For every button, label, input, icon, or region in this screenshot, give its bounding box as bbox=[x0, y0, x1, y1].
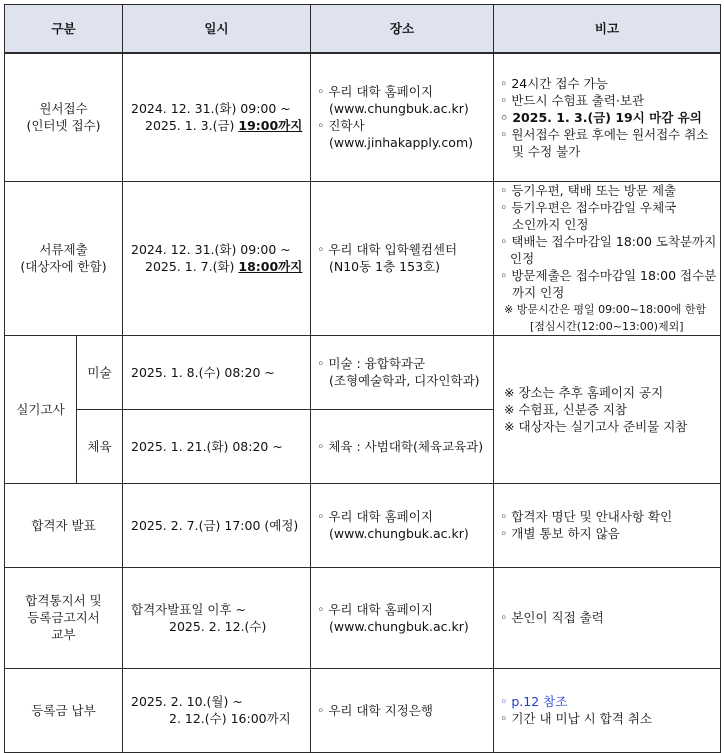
type-cell: 합격통지서 및 등록금고지서 교부 bbox=[5, 567, 123, 668]
note-item: ◦ 기간 내 미납 시 합격 취소 bbox=[500, 711, 652, 726]
note-cell bbox=[494, 567, 721, 668]
place-cell bbox=[311, 668, 494, 752]
place-cell bbox=[311, 483, 494, 567]
date-cell bbox=[123, 53, 311, 181]
type-label: 서류제출 bbox=[39, 242, 88, 257]
note-cell bbox=[494, 53, 721, 181]
place-cell bbox=[311, 335, 494, 409]
note-cell bbox=[494, 483, 721, 567]
exam-pe-label: 체육 bbox=[77, 409, 123, 483]
place-item: ◦ 미술 : 융합학과군 bbox=[317, 356, 426, 371]
header-type: 구분 bbox=[5, 5, 123, 54]
note-item: ◦ 개별 통보 하지 않음 bbox=[500, 526, 620, 541]
type-cell bbox=[5, 53, 123, 181]
note-reference-detail: [점심시간(12:00~13:00)제외] bbox=[530, 319, 684, 333]
place-item: ◦ 우리 대학 지정은행 bbox=[317, 702, 433, 718]
place-url: (www.jinhakapply.com) bbox=[329, 135, 474, 151]
note-item: ◦ 등기우편, 택배 또는 방문 제출 bbox=[500, 182, 677, 198]
date-start: 2025. 2. 10.(월) ~ bbox=[131, 694, 243, 709]
place-url: (www.chungbuk.ac.kr) bbox=[329, 101, 469, 117]
table-row-exam-art bbox=[5, 335, 721, 409]
place-cell bbox=[311, 409, 494, 483]
table-row-payment bbox=[5, 668, 721, 752]
date-cell: 2025. 1. 8.(수) 08:20 ~ bbox=[123, 335, 311, 409]
place-item: ◦ 체육 : 사범대학(체육교육과) bbox=[317, 438, 484, 454]
date-cell: 2025. 2. 7.(금) 17:00 (예정) bbox=[123, 483, 311, 567]
place-item: ◦ 우리 대학 홈페이지 bbox=[317, 84, 433, 100]
note-item: ◦ 방문제출은 접수마감일 18:00 접수분 bbox=[500, 267, 717, 283]
note-item: ◦ 택배는 접수마감일 18:00 도착분까지 인정 bbox=[500, 233, 717, 266]
note-item: ※ 수험표, 신분증 지참 bbox=[504, 401, 627, 417]
type-label: 원서접수 bbox=[39, 101, 88, 117]
date-cell bbox=[123, 668, 311, 752]
place-item: ◦ 우리 대학 홈페이지 bbox=[317, 601, 433, 617]
deadline-time: 19:00까지 bbox=[238, 118, 303, 134]
date-end: 2025. 1. 7.(화) 18:00까지 bbox=[145, 259, 303, 274]
date-cell: 2025. 1. 21.(화) 08:20 ~ bbox=[123, 409, 311, 483]
header-date: 일시 bbox=[123, 5, 311, 54]
note-item: ◦ 원서접수 완료 후에는 원서접수 취소 bbox=[500, 126, 709, 142]
date-end: 2025. 1. 3.(금) 19:00까지 bbox=[145, 118, 303, 134]
type-sublabel: (대상자에 한함) bbox=[20, 259, 107, 274]
date-end: 2. 12.(수) 16:00까지 bbox=[169, 711, 291, 726]
note-item: ◦ 반드시 수험표 출력·보관 bbox=[500, 92, 645, 108]
header-row bbox=[5, 5, 721, 54]
page-reference-link[interactable]: ◦ p.12 참조 bbox=[500, 694, 568, 709]
type-sublabel: (인터넷 접수) bbox=[26, 118, 101, 134]
place-cell bbox=[311, 53, 494, 181]
place-item: ◦ 우리 대학 입학웰컴센터 bbox=[317, 242, 458, 257]
date-end: 2025. 2. 12.(수) bbox=[169, 618, 267, 634]
place-detail: (N10동 1층 153호) bbox=[329, 259, 440, 274]
date-cell bbox=[123, 567, 311, 668]
type-cell: 합격자 발표 bbox=[5, 483, 123, 567]
header-place: 장소 bbox=[311, 5, 494, 54]
date-start: 합격자발표일 이후 ~ bbox=[131, 601, 247, 617]
place-url: (www.chungbuk.ac.kr) bbox=[329, 618, 469, 634]
place-cell bbox=[311, 181, 494, 335]
note-continuation: 및 수정 불가 bbox=[512, 143, 581, 159]
note-item-emphasis: ◦ 2025. 1. 3.(금) 19시 마감 유의 bbox=[500, 109, 702, 125]
note-item: ◦ 등기우편은 접수마감일 우체국 bbox=[500, 199, 677, 215]
note-item: ※ 장소는 추후 홈페이지 공지 bbox=[504, 384, 664, 400]
note-cell bbox=[494, 181, 721, 335]
table-row-apply bbox=[5, 53, 721, 181]
note-item: ※ 대상자는 실기고사 준비물 지참 bbox=[504, 418, 688, 434]
place-url: (www.chungbuk.ac.kr) bbox=[329, 526, 469, 541]
exam-art-label: 미술 bbox=[77, 335, 123, 409]
type-cell: 등록금 납부 bbox=[5, 668, 123, 752]
table-row-docs bbox=[5, 181, 721, 335]
note-cell bbox=[494, 668, 721, 752]
note-reference: ※ 방문시간은 평일 09:00~18:00에 한함 bbox=[504, 302, 707, 316]
note-item: ◦ 본인이 직접 출력 bbox=[500, 610, 604, 625]
note-cell bbox=[494, 335, 721, 483]
deadline-time: 18:00까지 bbox=[238, 259, 303, 274]
admission-schedule-table bbox=[4, 4, 721, 753]
place-item: ◦ 우리 대학 홈페이지 bbox=[317, 509, 433, 524]
date-cell bbox=[123, 181, 311, 335]
date-start: 2024. 12. 31.(화) 09:00 ~ bbox=[131, 101, 291, 117]
table-row-notice bbox=[5, 567, 721, 668]
place-item: ◦ 진학사 bbox=[317, 118, 365, 134]
type-cell bbox=[5, 181, 123, 335]
date-start: 2024. 12. 31.(화) 09:00 ~ bbox=[131, 242, 291, 257]
note-continuation: 소인까지 인정 bbox=[512, 216, 589, 232]
note-item: ◦ 24시간 접수 가능 bbox=[500, 75, 608, 91]
table-row-result bbox=[5, 483, 721, 567]
place-cell bbox=[311, 567, 494, 668]
type-cell: 실기고사 bbox=[5, 335, 77, 483]
place-detail: (조형예술학과, 디자인학과) bbox=[329, 373, 480, 388]
note-item: ◦ 합격자 명단 및 안내사항 확인 bbox=[500, 509, 673, 524]
note-continuation: 까지 인정 bbox=[512, 284, 565, 300]
header-note: 비고 bbox=[494, 5, 721, 54]
